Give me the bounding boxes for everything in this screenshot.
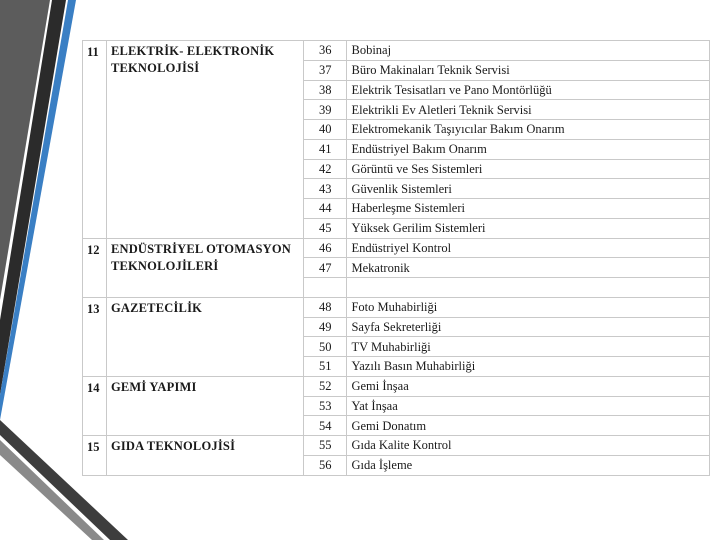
branch-number: 36 xyxy=(303,41,347,61)
branch-name: Yat İnşaa xyxy=(347,396,710,416)
branch-number: 42 xyxy=(303,159,347,179)
area-name: ENDÜSTRİYEL OTOMASYON TEKNOLOJİLERİ xyxy=(110,241,291,273)
branch-number: 38 xyxy=(303,80,347,100)
area-name: GIDA TEKNOLOJİSİ xyxy=(110,439,236,453)
branch-number: 50 xyxy=(303,337,347,357)
branch-number: 39 xyxy=(303,100,347,120)
branch-name: Mekatronik xyxy=(347,258,710,278)
area-cell xyxy=(106,238,303,297)
area-name: ELEKTRİK- ELEKTRONİK TEKNOLOJİSİ xyxy=(110,44,275,75)
area-number: 15 xyxy=(83,436,107,476)
vocational-fields-table xyxy=(82,40,710,476)
branch-name: Güvenlik Sistemleri xyxy=(347,179,710,199)
area-cell xyxy=(106,376,303,435)
table-row xyxy=(83,436,710,456)
branch-name: Gemi İnşaa xyxy=(347,376,710,396)
branch-name: Foto Muhabirliği xyxy=(347,297,710,317)
branch-number: 53 xyxy=(303,396,347,416)
table-row xyxy=(83,238,710,258)
branch-name: Elektrikli Ev Aletleri Teknik Servisi xyxy=(347,100,710,120)
branch-number: 55 xyxy=(303,436,347,456)
table-row xyxy=(83,41,710,61)
area-name: GAZETECİLİK xyxy=(110,300,203,315)
area-cell xyxy=(106,297,303,376)
table-row xyxy=(83,376,710,396)
branch-number: 49 xyxy=(303,317,347,337)
branch-number: 37 xyxy=(303,60,347,80)
branch-number: 56 xyxy=(303,455,347,475)
branch-name: Bobinaj xyxy=(347,41,710,61)
branch-name: Elektrik Tesisatları ve Pano Montörlüğü xyxy=(347,80,710,100)
branch-number: 46 xyxy=(303,238,347,258)
branch-number: 44 xyxy=(303,199,347,219)
branch-name: Görüntü ve Ses Sistemleri xyxy=(347,159,710,179)
branch-number: 51 xyxy=(303,357,347,377)
area-number: 14 xyxy=(83,376,107,435)
branch-number xyxy=(303,278,347,298)
area-cell xyxy=(106,436,303,476)
branch-number: 41 xyxy=(303,139,347,159)
area-number: 12 xyxy=(83,238,107,297)
branch-name: Yüksek Gerilim Sistemleri xyxy=(347,218,710,238)
branch-name xyxy=(347,278,710,298)
branch-number: 54 xyxy=(303,416,347,436)
branch-number: 40 xyxy=(303,120,347,140)
branch-name: Sayfa Sekreterliği xyxy=(347,317,710,337)
area-number: 13 xyxy=(83,297,107,376)
branch-name: Büro Makinaları Teknik Servisi xyxy=(347,60,710,80)
branch-name: Haberleşme Sistemleri xyxy=(347,199,710,219)
branch-number: 52 xyxy=(303,376,347,396)
branch-number: 48 xyxy=(303,297,347,317)
area-name: GEMİ YAPIMI xyxy=(110,379,197,394)
branch-name: Endüstriyel Bakım Onarım xyxy=(347,139,710,159)
branch-number: 47 xyxy=(303,258,347,278)
branch-name: TV Muhabirliği xyxy=(347,337,710,357)
branch-name: Elektromekanik Taşıyıcılar Bakım Onarım xyxy=(347,120,710,140)
branch-name: Yazılı Basın Muhabirliği xyxy=(347,357,710,377)
table-body xyxy=(83,41,710,476)
branch-name: Gıda İşleme xyxy=(347,455,710,475)
area-number: 11 xyxy=(83,41,107,239)
branch-number: 43 xyxy=(303,179,347,199)
table-row xyxy=(83,297,710,317)
branch-name: Endüstriyel Kontrol xyxy=(347,238,710,258)
branch-number: 45 xyxy=(303,218,347,238)
branch-name: Gemi Donatım xyxy=(347,416,710,436)
area-cell xyxy=(106,41,303,239)
branch-name: Gıda Kalite Kontrol xyxy=(347,436,710,456)
